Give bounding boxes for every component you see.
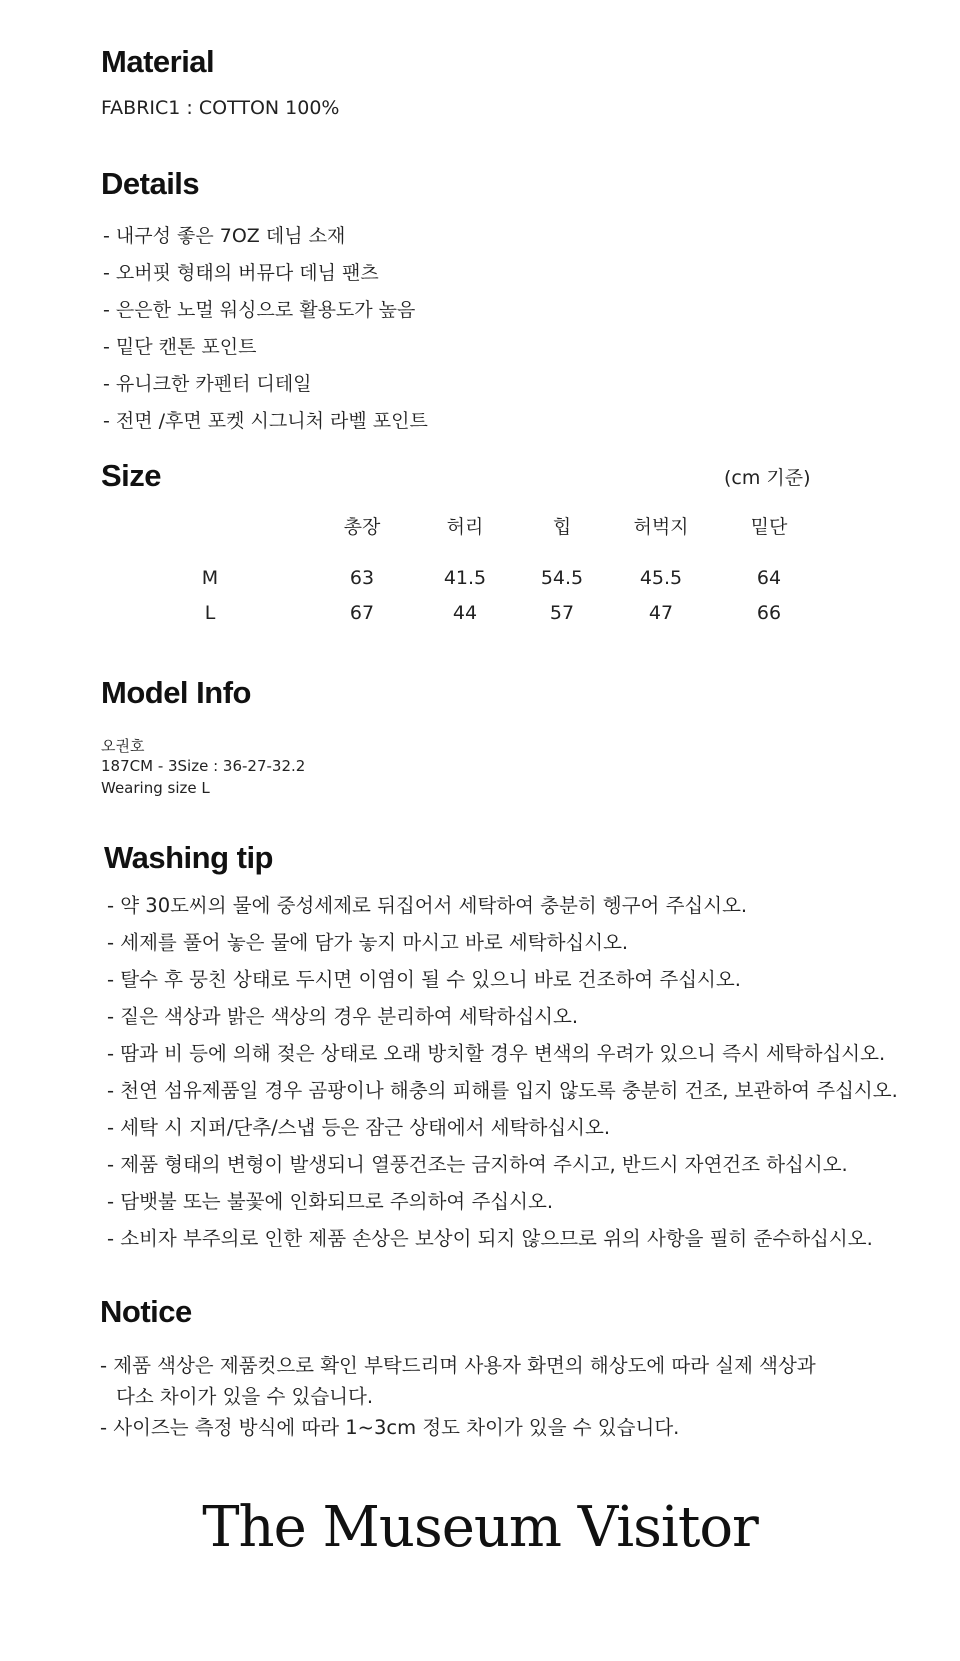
notice-list [100,1350,816,1443]
list-item: - 내구성 좋은 7OZ 데님 소재 [103,218,428,255]
details-list [103,218,428,440]
size-row-label: L [204,602,216,624]
list-item [100,1350,816,1412]
list-item: - 제품 형태의 변형이 발생되니 열풍건조는 금지하여 주시고, 반드시 자연건조 하십시오. [107,1146,898,1183]
size-value: 67 [349,602,375,624]
size-value: 44 [452,602,478,624]
list-item: - 유니크한 카펜터 디테일 [103,366,428,403]
size-value: 47 [648,602,674,624]
notice-line-continued: 다소 차이가 있을 수 있습니다. [116,1385,374,1408]
model-wearing-size: Wearing size L [101,779,210,797]
size-value: 54.5 [540,567,584,589]
size-unit-note: (cm 기준) [724,467,811,489]
list-item: - 은은한 노멀 워싱으로 활용도가 높음 [103,292,428,329]
size-header: 허리 [446,516,484,538]
size-row-label: M [201,567,219,589]
size-value: 41.5 [443,567,487,589]
material-fabric: FABRIC1 : COTTON 100% [101,97,340,119]
size-header: 힙 [552,516,572,538]
notice-line: 제품 색상은 제품컷으로 확인 부탁드리며 사용자 화면의 해상도에 따라 실제 색상과 [113,1354,816,1377]
size-value: 57 [549,602,575,624]
list-item: - 오버핏 형태의 버뮤다 데님 팬츠 [103,255,428,292]
size-value: 45.5 [639,567,683,589]
list-item: - 담뱃불 또는 불꽃에 인화되므로 주의하여 주십시오. [107,1183,898,1220]
list-item: - 세제를 풀어 놓은 물에 담가 놓지 마시고 바로 세탁하십시오. [107,924,898,961]
notice-title: Notice [100,1294,192,1329]
model-measurements: 187CM - 3Size : 36-27-32.2 [101,757,306,775]
list-item: - 천연 섬유제품일 경우 곰팡이나 해충의 피해를 입지 않도록 충분히 건조, 보관하여 주십시오. [107,1072,898,1109]
size-title: Size [101,458,162,493]
model-info-title: Model Info [101,675,251,710]
washing-tip-list [107,887,898,1257]
list-item: - 전면 /후면 포켓 시그니처 라벨 포인트 [103,403,428,440]
list-item: - 소비자 부주의로 인한 제품 손상은 보상이 되지 않으므로 위의 사항을 필히 준수하십시오. [107,1220,898,1257]
size-value: 66 [756,602,782,624]
notice-line: 사이즈는 측정 방식에 따라 1~3cm 정도 차이가 있을 수 있습니다. [113,1416,680,1439]
details-title: Details [101,166,200,201]
material-title: Material [101,44,215,79]
washing-tip-title: Washing tip [104,840,273,875]
size-header: 밑단 [750,516,788,538]
list-item [100,1412,816,1443]
size-header: 허벅지 [633,516,689,538]
list-item: - 세탁 시 지퍼/단추/스냅 등은 잠근 상태에서 세탁하십시오. [107,1109,898,1146]
list-item: - 약 30도씨의 물에 중성세제로 뒤집어서 세탁하여 충분히 헹구어 주십시오. [107,887,898,924]
list-item: - 밑단 캔톤 포인트 [103,329,428,366]
model-name: 오권호 [101,737,145,755]
list-item: - 탈수 후 뭉친 상태로 두시면 이염이 될 수 있으니 바로 건조하여 주십시오. [107,961,898,998]
size-header: 총장 [343,516,381,538]
size-value: 63 [349,567,375,589]
list-item: - 짙은 색상과 밝은 색상의 경우 분리하여 세탁하십시오. [107,998,898,1035]
list-item: - 땀과 비 등에 의해 젖은 상태로 오래 방치할 경우 변색의 우려가 있으니 즉시 세탁하십시오. [107,1035,898,1072]
size-value: 64 [756,567,782,589]
brand-logo: The Museum Visitor [202,1495,758,1560]
